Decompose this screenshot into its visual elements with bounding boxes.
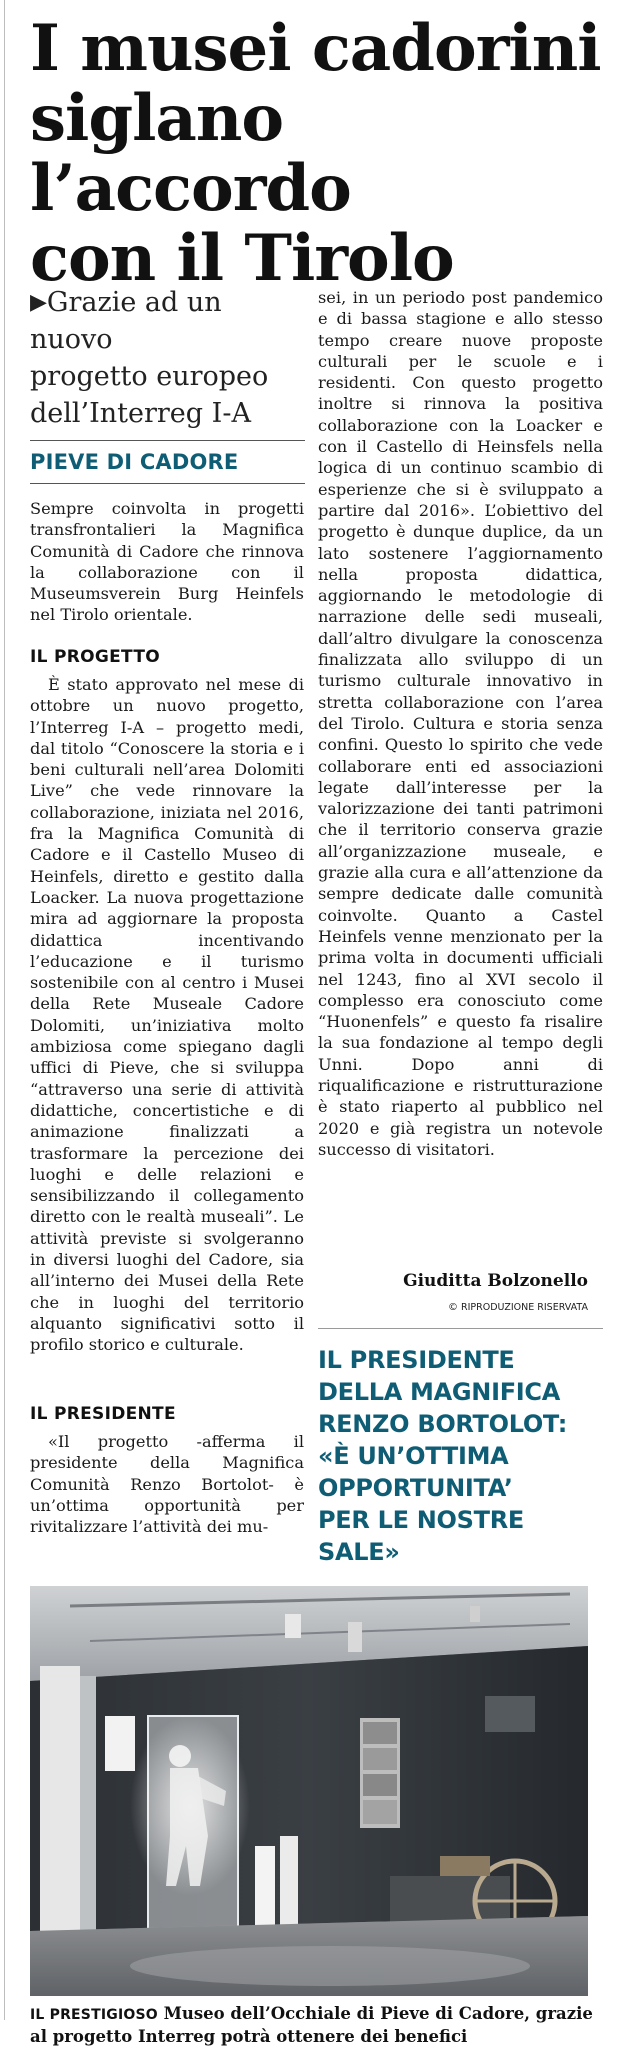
right-column-body (318, 287, 603, 1160)
pullquote-line-4: «È UN’OTTIMA (318, 1442, 509, 1470)
headline-line-1: I musei cadorini (30, 11, 601, 86)
intro-paragraph: Sempre coinvolta in progetti transfrontalieri la Magnifica Comunità di Cadore che rinnova la collaborazione con il Museumsverein Burg Heinfels nel Tirolo orientale. (30, 499, 304, 625)
right-column-paragraph: sei, in un periodo post pandemico e di bassa stagione e allo stesso tempo creare nuove proposte culturali per le scuole e i residenti. Con questo progetto inoltre si rinnova la positiva collaborazione con la Loacker e con il Castello di Heinsfels nella logica di un continuo scambio di esperienze che si è sviluppato a partire dal 2016». L’obiettivo del progetto è dunque duplice, da un lato sostenere l’aggiornamento nella proposta didattica, aggiornando le metodologie di narrazione delle sedi museali, dall’altro divulgare la conoscenza finalizzata allo sviluppo di un turismo culturale innovativo in stretta collaborazione con l’area del Tirolo. Cultura e storia senza confini. Questo lo spirito che vede collaborare enti ed associazioni legate dall’interesse per la valorizzazione dei tanti patrimoni che il territorio conserva grazie all’organizzazione museale, e grazie alla cura e all’attenzione da sempre dedicate dalle comunità coinvolte. Quanto a Castel Heinfels venne menzionato per la prima volta in documenti ufficiali nel 1243, fino al XVI secolo il complesso era conosciuto come “Huonenfels” e questo fa risalire la sua fondazione al tempo degli Unni. Dopo anni di riqualificazione e ristrutturazione è stato riaperto al pubblico nel 2020 e già registra un notevole successo di visitatori. (318, 288, 603, 1159)
location-kicker: PIEVE DI CADORE (30, 450, 239, 474)
section-progetto-body (30, 674, 304, 1356)
pullquote-line-6: PER LE NOSTRE SALE» (318, 1506, 524, 1566)
headline (30, 11, 605, 296)
caption-kicker: IL PRESTIGIOSO (30, 2007, 158, 2023)
page-edge-rule (4, 0, 5, 2020)
caption-text: Museo dell’Occhiale di Pieve di Cadore, grazie al progetto Interreg potrà ottenere dei benefici (30, 2004, 593, 2046)
pullquote (318, 1344, 603, 1568)
museum-interior-illustration (30, 1586, 588, 1996)
section-presidente-paragraph: «Il progetto -afferma il presidente della Magnifica Comunità Renzo Bortolot- è un’ottima opportunità per rivitalizzare l’attività dei mu- (30, 1432, 304, 1537)
museum-photo (30, 1586, 588, 1996)
triangle-marker-icon: ▶ (30, 290, 47, 315)
subhead-line-1: Grazie ad un nuovo (30, 287, 222, 355)
pullquote-line-2: DELLA MAGNIFICA (318, 1378, 561, 1406)
subheadline (30, 284, 305, 432)
author-byline: Giuditta Bolzonello (403, 1271, 588, 1291)
rights-text: RIPRODUZIONE RISERVATA (461, 1302, 588, 1313)
section-progetto-paragraph: È stato approvato nel mese di ottobre un nuovo progetto, l’Interreg I-A – progetto medi, dal titolo “Conoscere la storia e i beni culturali nell’area Dolomiti Live” che vede rinnovare la collaborazione, iniziata nel 2016, fra la Magnifica Comunità di Cadore e il Castello Museo di Heinfels, diretto e gestito dalla Loacker. La nuova progettazione mira ad aggiornare la proposta didattica incentivando l’educazione e il turismo sostenibile con al centro i Musei della Rete Museale Cadore Dolomiti, un’iniziativa molto ambiziosa come spiegano dagli uffici di Pieve, che si sviluppa “attraverso una serie di attività didattiche, concertistiche e di animazione finalizzati a trasformare la percezione dei luoghi e delle relazioni e sensibilizzando il collegamento diretto con le realtà museali”. Le attività previste si svolgeranno in diversi luoghi del Cadore, sia all’interno dei Musei della Rete che in luoghi del territorio alquanto significativi sotto il profilo storico e culturale. (30, 675, 304, 1355)
subhead-line-2: progetto europeo (30, 361, 269, 392)
kicker-top-rule (30, 440, 305, 441)
pullquote-line-3: RENZO BORTOLOT: (318, 1410, 567, 1438)
rights-notice (448, 1302, 588, 1313)
intro-paragraph-block (30, 498, 304, 626)
pullquote-line-5: OPPORTUNITA’ (318, 1474, 513, 1502)
subhead-line-3: dell’Interreg I-A (30, 398, 251, 429)
pullquote-top-rule (318, 1328, 603, 1329)
headline-line-2: siglano l’accordo (30, 81, 351, 226)
photo-caption (30, 2003, 605, 2048)
section-presidente-body (30, 1431, 304, 1537)
section-title-progetto: IL PROGETTO (30, 647, 160, 667)
headline-line-3: con il Tirolo (30, 221, 454, 296)
copyright-icon: © (448, 1302, 458, 1313)
kicker-bottom-rule (30, 483, 305, 484)
pullquote-line-1: IL PRESIDENTE (318, 1346, 515, 1374)
section-title-presidente: IL PRESIDENTE (30, 1404, 176, 1424)
